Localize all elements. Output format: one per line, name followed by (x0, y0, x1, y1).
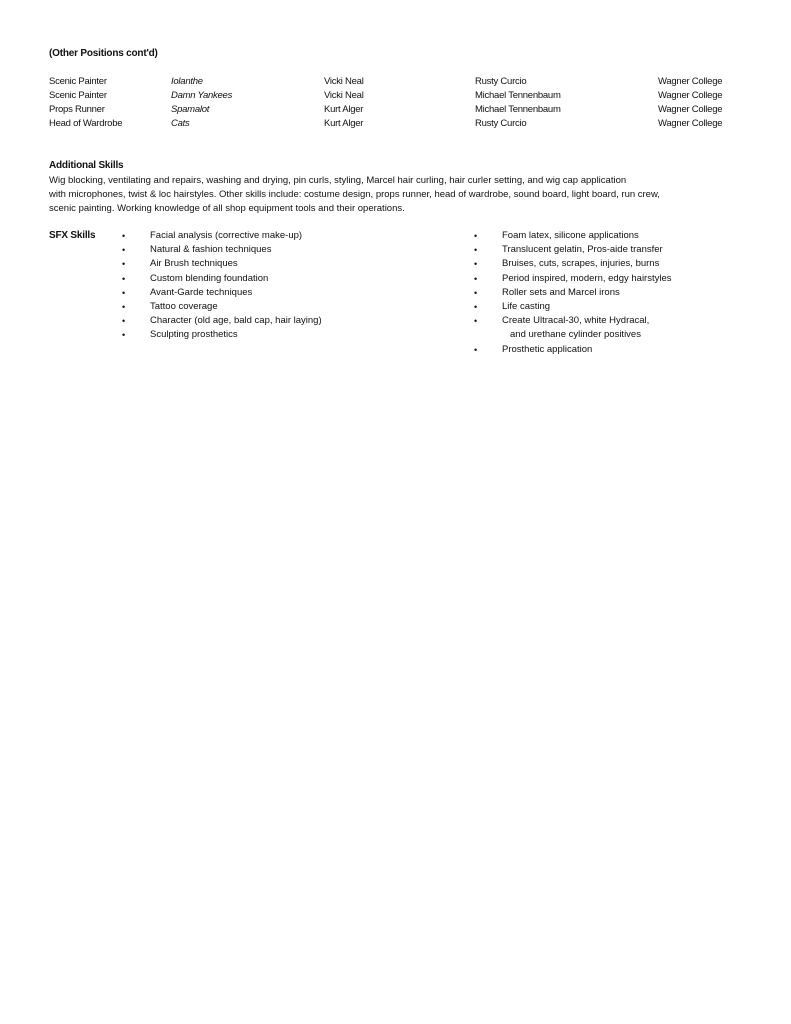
position-role: Props Runner (49, 104, 105, 115)
position-director: Kurt Alger (324, 118, 364, 129)
additional-skills-heading: Additional Skills (49, 160, 124, 171)
sfx-skill: Life casting (502, 301, 551, 313)
sfx-skills-list-left (121, 229, 441, 343)
list-item (473, 257, 773, 271)
table-row (49, 90, 749, 104)
position-venue: Wagner College (658, 90, 723, 101)
table-row (49, 76, 749, 90)
list-item (121, 257, 441, 271)
list-item (473, 314, 773, 342)
position-director: Vicki Neal (324, 76, 364, 87)
sfx-skill: Air Brush techniques (150, 258, 238, 270)
additional-skills-paragraph (49, 174, 749, 217)
sfx-skill: Character (old age, bald cap, hair laying) (150, 315, 322, 327)
list-item (121, 286, 441, 300)
sfx-skill: Foam latex, silicone applications (502, 230, 639, 241)
sfx-skill: Custom blending foundation (150, 272, 269, 284)
position-director: Vicki Neal (324, 90, 364, 101)
sfx-skill: Prosthetic application (502, 343, 593, 355)
position-show: Cats (171, 118, 190, 129)
position-supervisor: Michael Tennenbaum (475, 90, 561, 101)
sfx-skill: Sculpting prosthetics (150, 329, 238, 341)
position-supervisor: Rusty Curcio (475, 118, 527, 129)
list-item (473, 229, 773, 243)
position-role: Scenic Painter (49, 76, 107, 87)
position-venue: Wagner College (658, 104, 723, 115)
skills-line: Wig blocking, ventilating and repairs, washing and drying, pin curls, styling, Marcel hair curling, hair curler setting, and wig cap application (49, 175, 627, 186)
list-item (121, 314, 441, 328)
sfx-skill: Create Ultracal-30, white Hydracal, (502, 315, 650, 327)
bullet-icon: • (474, 273, 478, 284)
table-row (49, 104, 749, 118)
bullet-icon: • (474, 316, 478, 327)
sfx-skills-label: SFX Skills (49, 230, 96, 241)
bullet-icon: • (474, 231, 478, 241)
bullet-icon: • (122, 259, 126, 270)
bullet-icon: • (474, 344, 478, 355)
bullet-icon: • (474, 259, 478, 270)
bullet-icon: • (122, 231, 126, 241)
list-item (473, 272, 773, 286)
sfx-skill: Translucent gelatin, Pros-aide transfer (502, 244, 663, 256)
position-role: Head of Wardrobe (49, 118, 123, 129)
bullet-icon: • (122, 330, 126, 341)
other-positions-heading: (Other Positions cont'd) (49, 48, 158, 59)
sfx-skill: Avant-Garde techniques (150, 286, 253, 298)
position-show: Iolanthe (171, 76, 203, 87)
skills-line: with microphones, twist & loc hairstyles. Other skills include: costume design, props runner, head of wardrobe, sound board, light board, run crew, (49, 189, 660, 201)
sfx-skill: Facial analysis (corrective make-up) (150, 230, 303, 241)
position-show: Damn Yankees (171, 90, 233, 101)
sfx-skill: Tattoo coverage (150, 301, 218, 313)
bullet-icon: • (474, 287, 478, 298)
table-row (49, 118, 749, 132)
bullet-icon: • (122, 245, 126, 256)
bullet-icon: • (122, 302, 126, 313)
list-item (473, 343, 773, 357)
bullet-icon: • (122, 287, 126, 298)
position-supervisor: Michael Tennenbaum (475, 104, 561, 115)
sfx-skill: Bruises, cuts, scrapes, injuries, burns (502, 258, 660, 270)
sfx-skill: Natural & fashion techniques (150, 244, 272, 256)
position-venue: Wagner College (658, 76, 723, 87)
list-item (121, 243, 441, 257)
position-show: Spamalot (171, 104, 210, 115)
sfx-skill-continuation: and urethane cylinder positives (510, 329, 641, 341)
list-item (121, 272, 441, 286)
skills-line: scenic painting. Working knowledge of all shop equipment tools and their operations. (49, 203, 405, 215)
list-item (473, 243, 773, 257)
list-item (121, 300, 441, 314)
positions-table (49, 76, 749, 132)
bullet-icon: • (474, 302, 478, 313)
sfx-skills-list-right (473, 229, 773, 357)
bullet-icon: • (474, 245, 478, 256)
list-item (473, 286, 773, 300)
list-item (121, 328, 441, 342)
sfx-skill: Period inspired, modern, edgy hairstyles (502, 272, 672, 284)
position-role: Scenic Painter (49, 90, 107, 101)
list-item (121, 229, 441, 243)
position-supervisor: Rusty Curcio (475, 76, 527, 87)
sfx-skill: Roller sets and Marcel irons (502, 286, 620, 298)
list-item (473, 300, 773, 314)
bullet-icon: • (122, 316, 126, 327)
bullet-icon: • (122, 273, 126, 284)
position-venue: Wagner College (658, 118, 723, 129)
position-director: Kurt Alger (324, 104, 364, 115)
